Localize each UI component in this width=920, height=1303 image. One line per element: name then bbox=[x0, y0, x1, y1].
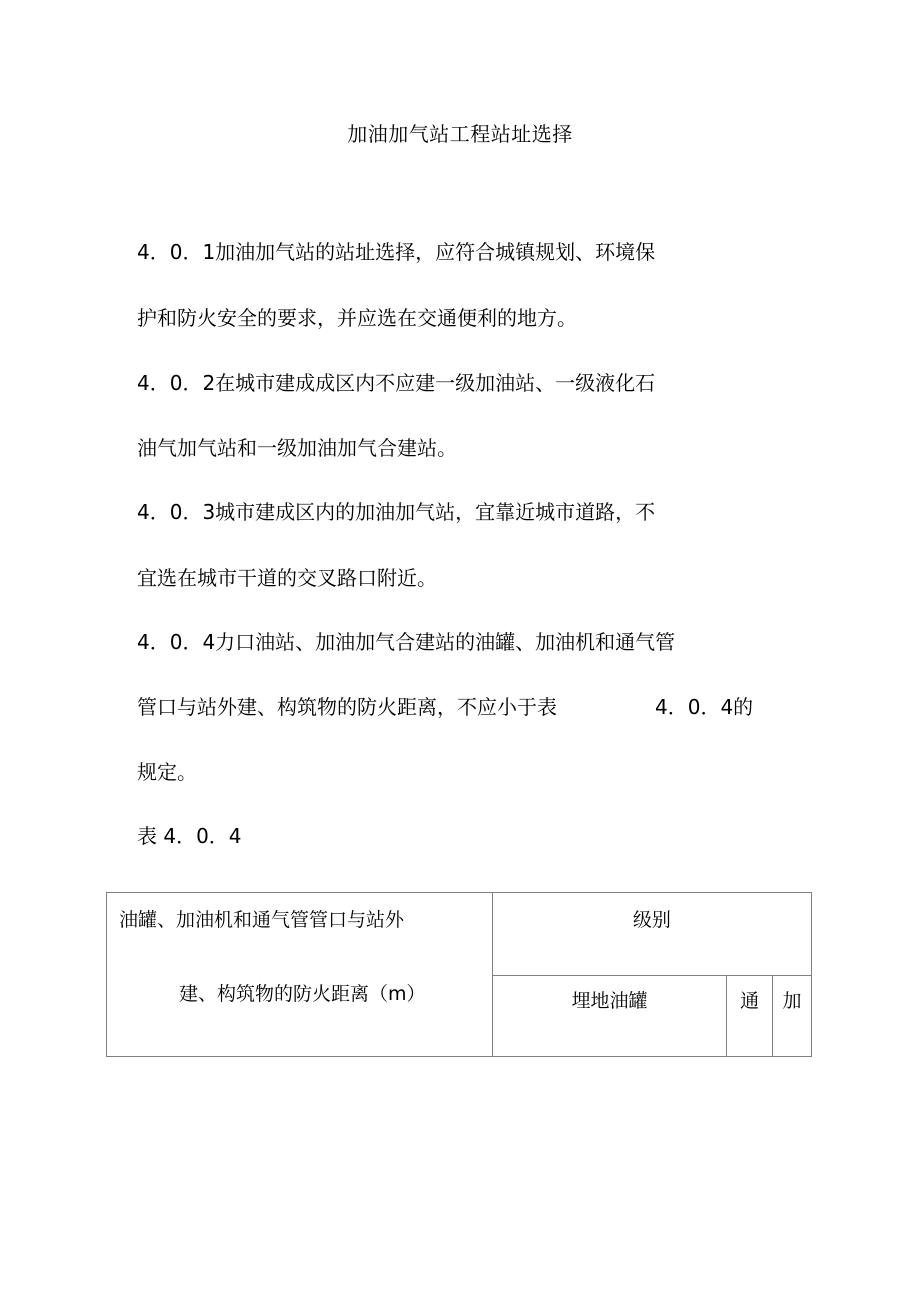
paragraph-line-2: 护和防火安全的要求，并应选在交通便利的地方。 bbox=[137, 306, 577, 330]
table-header-left-line1: 油罐、加油机和通气管管口与站外 bbox=[119, 909, 405, 931]
fire-distance-table bbox=[106, 892, 812, 1057]
paragraph-line-9: 规定。 bbox=[137, 760, 197, 784]
paragraph-line-5: 4．0．3城市建成区内的加油加气站，宜靠近城市道路，不 bbox=[137, 500, 656, 524]
paragraph-line-8-ref: 4．0．4的 bbox=[655, 695, 754, 719]
paragraph-line-7: 4．0．4力口油站、加油加气合建站的油罐、加油机和通气管 bbox=[137, 630, 676, 654]
page-title: 加油加气站工程站址选择 bbox=[347, 122, 573, 146]
table-subheader-col3: 加 bbox=[773, 976, 812, 1057]
table-caption: 表 4．0．4 bbox=[137, 824, 242, 848]
table-subheader-buried-tank: 埋地油罐 bbox=[492, 976, 726, 1057]
table-subheader-col2: 通 bbox=[727, 976, 773, 1057]
paragraph-line-6: 宜选在城市干道的交叉路口附近。 bbox=[137, 566, 437, 590]
paragraph-line-3: 4．0．2在城市建成成区内不应建一级加油站、一级液化石 bbox=[137, 371, 656, 395]
table-header-level: 级别 bbox=[492, 893, 811, 976]
paragraph-line-8: 管口与站外建、构筑物的防火距离，不应小于表 bbox=[137, 695, 557, 719]
paragraph-line-4: 油气加气站和一级加油加气合建站。 bbox=[137, 436, 457, 460]
table-header-left bbox=[107, 893, 493, 1057]
table-header-left-line2: 建、构筑物的防火距离（m） bbox=[179, 983, 426, 1005]
paragraph-line-1: 4．0．1加油加气站的站址选择，应符合城镇规划、环境保 bbox=[137, 240, 656, 264]
